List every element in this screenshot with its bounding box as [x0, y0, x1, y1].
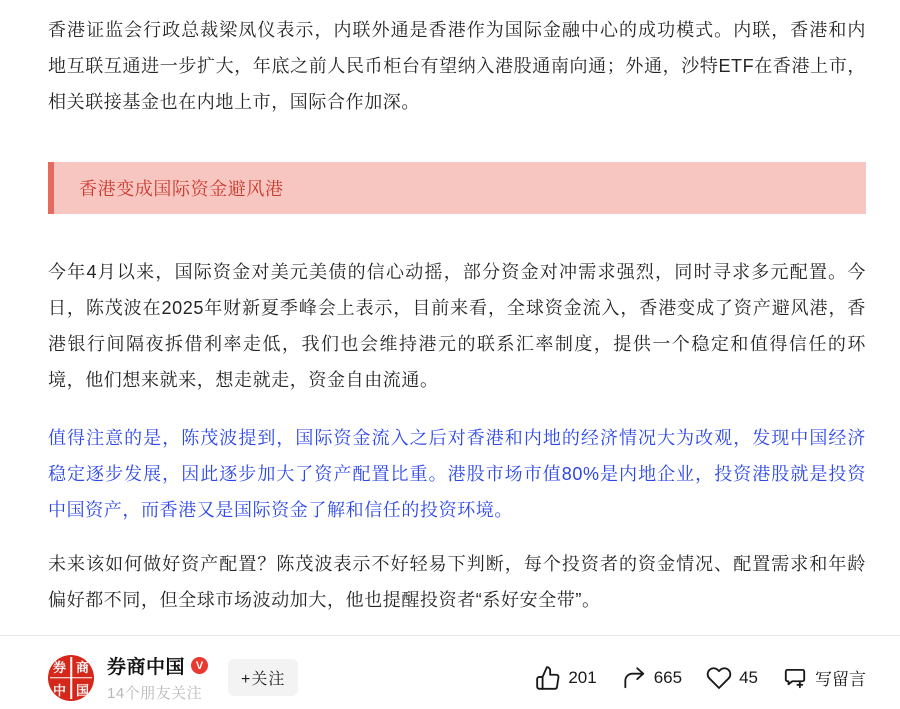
section-heading-block	[48, 162, 866, 214]
account-meta	[107, 652, 208, 703]
share-count: 665	[653, 667, 683, 687]
comment-label: 写留言	[815, 670, 866, 689]
article-footer	[48, 636, 866, 703]
write-comment-icon	[782, 665, 808, 691]
share-button[interactable]	[621, 665, 682, 691]
thumbs-up-icon	[535, 665, 561, 691]
avatar-char: 券	[52, 659, 66, 675]
paragraph-body: 今年4月以来，国际资金对美元美债的信心动摇，部分资金对冲需求强烈，同时寻求多元配置。今日，陈茂波在2025年财新夏季峰会上表示，目前来看，全球资金流入，香港变成了资产避风港，香港银行间隔夜拆借利率走低，我们也会维持港元的联系汇率制度，提供一个稳定和值得信任的环境，他们想来就来，想走就走，资金自由流通。	[48, 262, 866, 390]
section-heading-text: 香港变成国际资金避风港	[79, 179, 284, 199]
heart-button[interactable]	[706, 665, 758, 691]
account-name[interactable]: 券商中国	[107, 657, 186, 678]
avatar-char: 国	[75, 682, 89, 698]
paragraph-intro: 香港证监会行政总裁梁凤仪表示，内联外通是香港作为国际金融中心的成功模式。内联，香港和内地互联互通进一步扩大，年底之前人民币柜台有望纳入港股通南向通；外通，沙特ETF在香港上市，相关联接基金也在内地上市，国际合作加深。	[48, 20, 866, 112]
account-avatar[interactable]	[48, 655, 94, 701]
followers-note: 14个朋友关注	[107, 685, 203, 702]
share-arrow-icon	[621, 665, 647, 691]
like-button[interactable]	[535, 665, 596, 691]
verified-badge-icon: V	[191, 657, 208, 674]
comment-button[interactable]	[782, 665, 866, 691]
heart-icon	[706, 665, 732, 691]
avatar-char: 中	[52, 682, 66, 698]
heart-count: 45	[739, 667, 758, 687]
action-bar	[535, 665, 866, 691]
follow-button[interactable]: +关注	[228, 659, 298, 696]
paragraph-link[interactable]: 值得注意的是，陈茂波提到，国际资金流入之后对香港和内地的经济情况大为改观，发现中国经济稳定逐步发展，因此逐步加大了资产配置比重。港股市场市值80%是内地企业，投资港股就是投资中国资产，而香港又是国际资金了解和信任的投资环境。	[48, 428, 866, 520]
paragraph-closing: 未来该如何做好资产配置？陈茂波表示不好轻易下判断，每个投资者的资金情况、配置需求和年龄偏好都不同，但全球市场波动加大，他也提醒投资者“系好安全带”。	[48, 554, 866, 610]
avatar-char: 商	[75, 659, 89, 675]
like-count: 201	[568, 667, 597, 687]
account-name-row	[107, 652, 208, 679]
account-info	[48, 652, 298, 703]
